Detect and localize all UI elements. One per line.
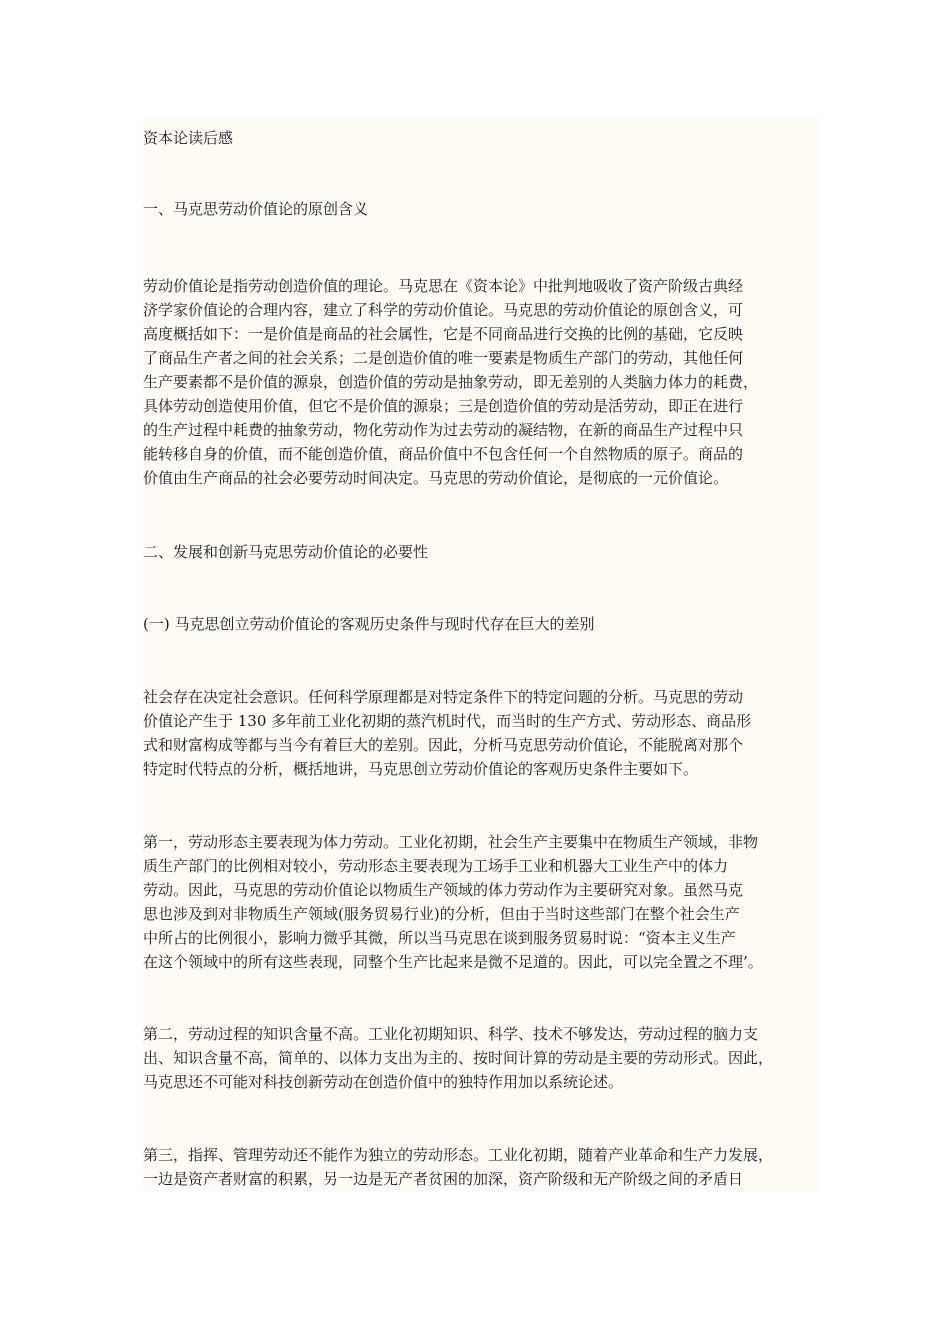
paragraph-line: 生产要素都不是价值的源泉，创造价值的劳动是抽象劳动，即无差别的人类脑力体力的耗费，	[143, 373, 759, 391]
document-body	[143, 118, 819, 1191]
paragraph-line: 第一，劳动形态主要表现为体力劳动。工业化初期，社会生产主要集中在物质生产领域，非物	[143, 833, 759, 851]
spacer	[143, 1094, 819, 1143]
paragraph-line: 思也涉及到对非物质生产领域(服务贸易行业)的分析，但由于当时这些部门在整个社会生产	[143, 905, 740, 923]
paragraph-line: 能转移自身的价值，而不能创造价值，商品价值中不包含任何一个自然物质的原子。商品的	[143, 445, 744, 463]
paragraph-5	[143, 1143, 819, 1191]
spacer	[143, 636, 819, 685]
paragraph-line: 价值论产生于 130 多年前工业化初期的蒸汽机时代，而当时的生产方式、劳动形态、商品形	[143, 712, 752, 730]
document-title: 资本论读后感	[143, 129, 234, 147]
paragraph-line: 济学家价值论的合理内容，建立了科学的劳动价值论。马克思的劳动价值论的原创含义，可	[143, 301, 744, 319]
paragraph-line: 马克思还不可能对科技创新劳动在创造价值中的独特作用加以系统论述。	[143, 1073, 624, 1091]
spacer	[143, 490, 819, 540]
spacer	[143, 150, 819, 197]
paragraph-line: 在这个领域中的所有这些表现，同整个生产比起来是微不足道的。因此，可以完全置之不理’。	[143, 953, 763, 971]
section-heading-1: 一、马克思劳动价值论的原创含义	[143, 200, 369, 218]
paragraph-line: 具体劳动创造使用价值，但它不是价值的源泉；三是创造价值的劳动是活劳动，即正在进行	[143, 397, 744, 415]
paragraph-line: 第二，劳动过程的知识含量不高。工业化初期知识、科学、技术不够发达，劳动过程的脑力支	[143, 1025, 759, 1043]
paragraph-line: 社会存在决定社会意识。任何科学原理都是对特定条件下的特定问题的分析。马克思的劳动	[143, 688, 744, 706]
subsection-heading-1: (一) 马克思创立劳动价值论的客观历史条件与现时代存在巨大的差别	[143, 615, 595, 633]
section-heading-2: 二、发展和创新马克思劳动价值论的必要性	[143, 543, 429, 561]
paragraph-3	[143, 830, 819, 974]
paragraph-4	[143, 1022, 819, 1094]
paragraph-2	[143, 685, 819, 781]
paragraph-line: 了商品生产者之间的社会关系；二是创造价值的唯一要素是物质生产部门的劳动，其他任何	[143, 349, 744, 367]
paragraph-1	[143, 274, 819, 490]
paragraph-line: 式和财富构成等都与当今有着巨大的差别。因此，分析马克思劳动价值论，不能脱离对那个	[143, 736, 744, 754]
paragraph-line: 劳动价值论是指劳动创造价值的理论。马克思在《资本论》中批判地吸收了资产阶级古典经	[143, 277, 744, 295]
paragraph-line: 中所占的比例很小，影响力微乎其微，所以当马克思在谈到服务贸易时说：“资本主义生产	[143, 929, 736, 947]
paragraph-line: 的生产过程中耗费的抽象劳动，物化劳动作为过去劳动的凝结物，在新的商品生产过程中只	[143, 421, 744, 439]
paragraph-line: 质生产部门的比例相对较小，劳动形态主要表现为工场手工业和机器大工业生产中的体力	[143, 857, 729, 875]
spacer	[143, 564, 819, 612]
spacer	[143, 781, 819, 830]
paragraph-line: 价值由生产商品的社会必要劳动时间决定。马克思的劳动价值论，是彻底的一元价值论。	[143, 469, 729, 487]
paragraph-line: 一边是资产者财富的积累，另一边是无产者贫困的加深，资产阶级和无产阶级之间的矛盾日	[143, 1170, 744, 1188]
spacer	[143, 974, 819, 1022]
paragraph-line: 第三，指挥、管理劳动还不能作为独立的劳动形态。工业化初期，随着产业革命和生产力发展，	[143, 1146, 774, 1164]
paragraph-line: 出、知识含量不高，简单的、以体力支出为主的、按时间计算的劳动是主要的劳动形式。因此，	[143, 1049, 774, 1067]
paragraph-line: 劳动。因此，马克思的劳动价值论以物质生产领域的体力劳动作为主要研究对象。虽然马克	[143, 881, 744, 899]
spacer	[143, 221, 819, 274]
paragraph-line: 特定时代特点的分析，概括地讲，马克思创立劳动价值论的客观历史条件主要如下。	[143, 760, 699, 778]
paragraph-line: 高度概括如下：一是价值是商品的社会属性，它是不同商品进行交换的比例的基础，它反映	[143, 325, 744, 343]
